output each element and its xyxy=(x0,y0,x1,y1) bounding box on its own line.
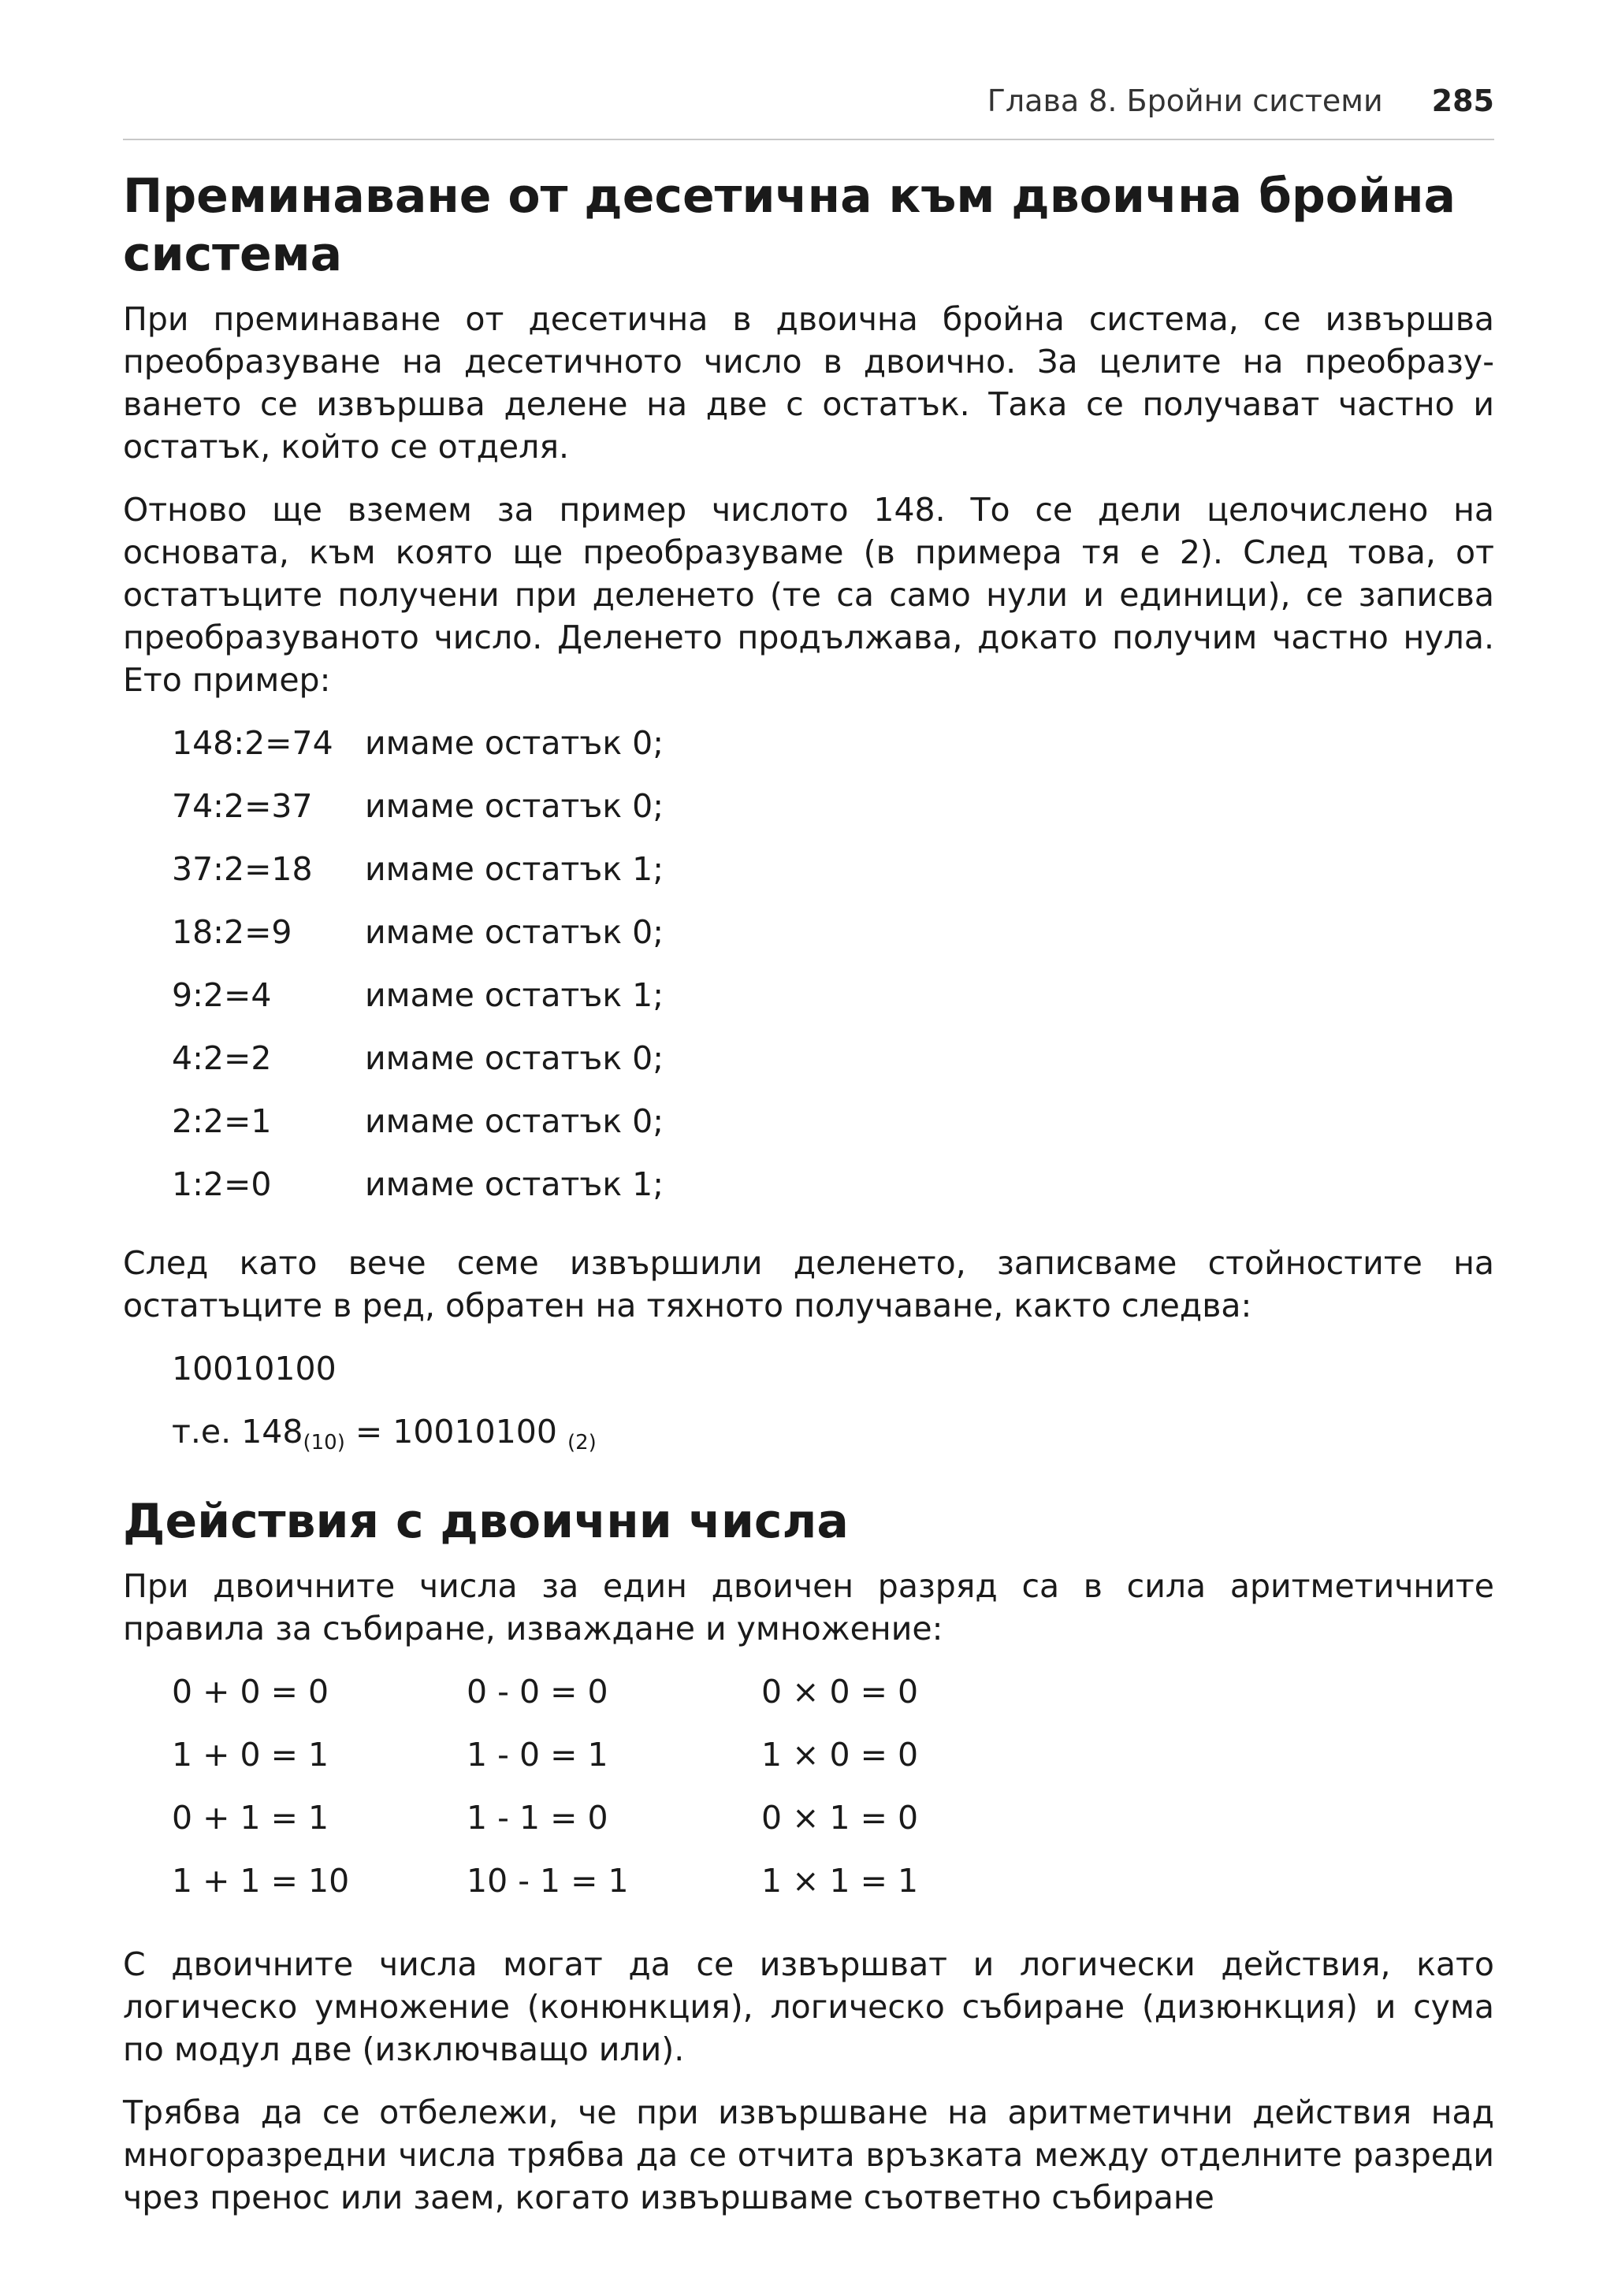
paragraph-example: Отново ще вземем за пример числото 148. То се дели целочислено на основата, към която ще преобразуваме (в примера тя е 2). След това, от остатъците получени при деленето (те са само нули и единици), се записва преобразуваното число. Деленето продължава, докато получим частно нула. Ето пример: xyxy=(123,491,1494,699)
division-step xyxy=(172,1163,1494,1226)
binary-operations-table xyxy=(172,1670,998,1923)
division-step xyxy=(172,722,1494,785)
division-expression: 9:2=4 xyxy=(172,976,272,1014)
division-expression: 2:2=1 xyxy=(172,1102,272,1140)
paragraph-arithmetic-rules: При двоичните числа за един двоичен разряд са в сила аритметичните правила за събиране, изваждане и умножение: xyxy=(123,1567,1494,1648)
table-row xyxy=(172,1796,998,1859)
multiplication-cell: 1 × 1 = 1 xyxy=(761,1862,919,1900)
remainder-note: имаме остатък 0; xyxy=(365,724,664,762)
division-step xyxy=(172,911,1494,974)
remainder-note: имаме остатък 0; xyxy=(365,1039,664,1077)
division-expression: 18:2=9 xyxy=(172,913,292,951)
division-step xyxy=(172,785,1494,848)
addition-cell: 0 + 0 = 0 xyxy=(172,1673,329,1711)
division-step xyxy=(172,848,1494,911)
header-divider xyxy=(123,139,1494,140)
subtraction-cell: 10 - 1 = 1 xyxy=(467,1862,629,1900)
equation-middle: = 10010100 xyxy=(344,1413,567,1451)
section-heading-binary-operations: Действия с двоични числа xyxy=(123,1494,849,1549)
multiplication-cell: 0 × 1 = 0 xyxy=(761,1799,919,1837)
subtraction-cell: 1 - 1 = 0 xyxy=(467,1799,608,1837)
division-expression: 1:2=0 xyxy=(172,1165,272,1203)
table-row xyxy=(172,1733,998,1796)
addition-cell: 1 + 1 = 10 xyxy=(172,1862,350,1900)
section-heading-decimal-to-binary: Преминаване от десетична към двоична бройна система xyxy=(123,169,1456,282)
remainder-note: имаме остатък 0; xyxy=(365,913,664,951)
addition-cell: 1 + 0 = 1 xyxy=(172,1736,329,1774)
addition-cell: 0 + 1 = 1 xyxy=(172,1799,329,1837)
decimal-base-subscript: (10) xyxy=(303,1431,345,1455)
chapter-title: Глава 8. Бройни системи xyxy=(987,84,1383,118)
table-row xyxy=(172,1859,998,1923)
multiplication-cell: 1 × 0 = 0 xyxy=(761,1736,919,1774)
division-expression: 148:2=74 xyxy=(172,724,333,762)
division-step xyxy=(172,1037,1494,1100)
remainder-note: имаме остатък 0; xyxy=(365,1102,664,1140)
binary-base-subscript: (2) xyxy=(567,1431,597,1455)
paragraph-carry-borrow: Трябва да се отбележи, че при извършване на аритметични действия над многоразредни числа трябва да се отчита връзката между отделните разреди чрез пренос или заем, когато извършваме съответно събиране xyxy=(123,2094,1494,2216)
equation-prefix: т.е. 148 xyxy=(172,1413,303,1451)
paragraph-reverse-order: След като вече семе извършили деленето, записваме стойностите на остатъците в ред, обратен на тяхното получаване, както следва: xyxy=(123,1244,1494,1324)
page-body xyxy=(123,167,1494,2239)
multiplication-cell: 0 × 0 = 0 xyxy=(761,1673,919,1711)
remainder-note: имаме остатък 0; xyxy=(365,787,664,825)
division-expression: 4:2=2 xyxy=(172,1039,272,1077)
division-step xyxy=(172,1100,1494,1163)
division-step xyxy=(172,974,1494,1037)
running-header xyxy=(123,82,1494,120)
page-number: 285 xyxy=(1431,84,1494,118)
conversion-equation xyxy=(172,1410,1494,1464)
remainder-note: имаме остатък 1; xyxy=(365,976,664,1014)
remainder-note: имаме остатък 1; xyxy=(365,1165,664,1203)
subtraction-cell: 1 - 0 = 1 xyxy=(467,1736,608,1774)
binary-result: 10010100 xyxy=(172,1350,337,1388)
remainder-note: имаме остатък 1; xyxy=(365,850,664,888)
division-expression: 37:2=18 xyxy=(172,850,313,888)
division-steps-list xyxy=(172,722,1494,1226)
subtraction-cell: 0 - 0 = 0 xyxy=(467,1673,608,1711)
table-row xyxy=(172,1670,998,1733)
paragraph-logical-operations: С двоичните числа могат да се извършват и логически действия, като логическо умножение (конюнкция), логическо събиране (дизюнкция) и сума по модул две (изключващо или). xyxy=(123,1945,1494,2068)
paragraph-intro: При преминаване от десетична в двоична бройна система, се извършва преобразуване на десетичното число в двоично. За целите на преобразу-ването се извършва делене на две с остатък. Така се получават частно и остатък, който се отделя. xyxy=(123,300,1494,466)
division-expression: 74:2=37 xyxy=(172,787,313,825)
